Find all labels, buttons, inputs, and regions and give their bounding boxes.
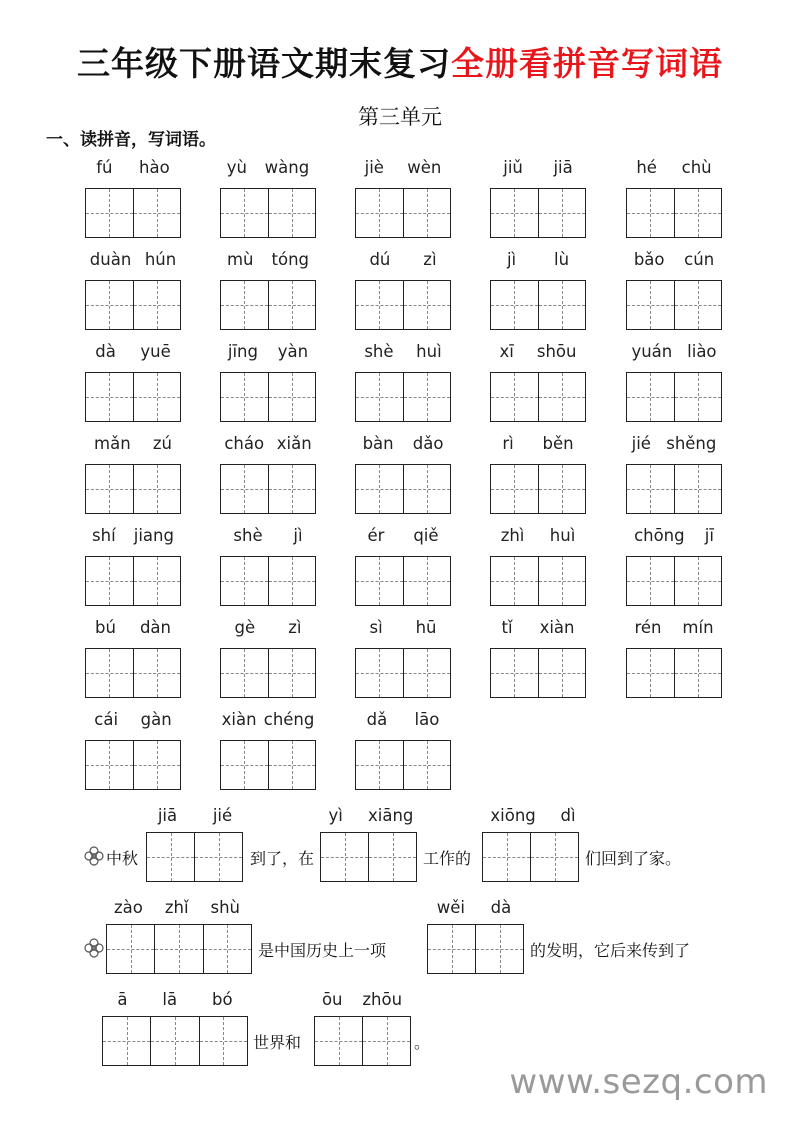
writing-cell[interactable] bbox=[221, 281, 268, 329]
writing-cell[interactable] bbox=[103, 1017, 150, 1065]
pinyin-syllable: bǎo bbox=[633, 250, 665, 269]
writing-cell[interactable] bbox=[491, 189, 538, 237]
pinyin-syllable: yuē bbox=[140, 342, 171, 361]
writing-cell[interactable] bbox=[268, 465, 316, 513]
pinyin bbox=[100, 990, 250, 1009]
unit-heading: 第三单元 bbox=[358, 105, 442, 129]
writing-cell[interactable] bbox=[86, 373, 133, 421]
writing-cell[interactable] bbox=[133, 741, 181, 789]
writing-cell[interactable] bbox=[356, 373, 403, 421]
word-writing-box[interactable] bbox=[355, 372, 451, 422]
pinyin-syllable: jì bbox=[293, 526, 303, 545]
pinyin-syllable: jīng bbox=[227, 342, 258, 361]
pinyin-syllable: sì bbox=[369, 618, 383, 637]
word-writing-box[interactable] bbox=[85, 648, 181, 698]
pinyin-syllable: dà bbox=[490, 898, 512, 917]
word-writing-box[interactable] bbox=[355, 464, 451, 514]
writing-cell[interactable] bbox=[268, 649, 316, 697]
writing-cell[interactable] bbox=[268, 557, 316, 605]
pinyin bbox=[103, 898, 251, 917]
pinyin-syllable: zì bbox=[288, 618, 302, 637]
flower-icon bbox=[84, 846, 104, 866]
word-writing-box[interactable] bbox=[490, 648, 586, 698]
writing-cell[interactable] bbox=[315, 1017, 362, 1065]
pinyin-syllable: wèn bbox=[407, 158, 442, 177]
writing-cell[interactable] bbox=[538, 373, 586, 421]
pinyin-syllable: jiang bbox=[133, 526, 174, 545]
writing-cell[interactable] bbox=[538, 557, 586, 605]
pinyin-syllable: xiàn bbox=[539, 618, 575, 637]
pinyin-syllable: yì bbox=[328, 806, 343, 825]
pinyin-syllable: wěi bbox=[436, 898, 466, 917]
pinyin-syllable: zào bbox=[113, 898, 143, 917]
pinyin-syllable: zhì bbox=[500, 526, 525, 545]
writing-cell[interactable] bbox=[133, 649, 181, 697]
pinyin bbox=[424, 898, 524, 917]
writing-cell[interactable] bbox=[147, 833, 194, 881]
word-writing-box[interactable] bbox=[626, 648, 722, 698]
writing-cell[interactable] bbox=[483, 833, 530, 881]
writing-cell[interactable] bbox=[674, 465, 722, 513]
writing-cell[interactable] bbox=[491, 557, 538, 605]
word-pinyin bbox=[353, 342, 453, 361]
writing-cell[interactable] bbox=[356, 189, 403, 237]
writing-cell[interactable] bbox=[154, 925, 202, 973]
pinyin-syllable: huì bbox=[416, 342, 442, 361]
writing-cell[interactable] bbox=[356, 465, 403, 513]
writing-cell[interactable] bbox=[368, 833, 416, 881]
pinyin-syllable: mín bbox=[682, 618, 714, 637]
pinyin-syllable: ā bbox=[117, 990, 128, 1009]
word-writing-box[interactable] bbox=[85, 372, 181, 422]
pinyin-syllable: lāo bbox=[414, 710, 440, 729]
word-writing-box[interactable] bbox=[490, 556, 586, 606]
pinyin bbox=[478, 806, 588, 825]
writing-cell[interactable] bbox=[107, 925, 154, 973]
word-pinyin bbox=[488, 250, 588, 269]
word-writing-box[interactable] bbox=[626, 372, 722, 422]
word-writing-box[interactable] bbox=[355, 648, 451, 698]
word-writing-box[interactable] bbox=[626, 188, 722, 238]
writing-cell[interactable] bbox=[356, 741, 403, 789]
word-writing-box[interactable] bbox=[85, 188, 181, 238]
writing-box[interactable] bbox=[106, 924, 252, 974]
writing-cell[interactable] bbox=[627, 373, 674, 421]
writing-cell[interactable] bbox=[674, 373, 722, 421]
word-pinyin bbox=[218, 342, 318, 361]
pinyin-syllable: hún bbox=[144, 250, 177, 269]
writing-cell[interactable] bbox=[491, 465, 538, 513]
pinyin-syllable: cháo bbox=[224, 434, 265, 453]
writing-cell[interactable] bbox=[627, 281, 674, 329]
writing-cell[interactable] bbox=[403, 465, 451, 513]
writing-cell[interactable] bbox=[674, 557, 722, 605]
pinyin-syllable: jiǔ bbox=[503, 158, 523, 177]
pinyin-syllable: cái bbox=[94, 710, 119, 729]
writing-cell[interactable] bbox=[674, 189, 722, 237]
pinyin-syllable: shù bbox=[210, 898, 241, 917]
writing-cell[interactable] bbox=[321, 833, 368, 881]
flower-icon bbox=[84, 938, 104, 958]
word-writing-box[interactable] bbox=[355, 740, 451, 790]
writing-cell[interactable] bbox=[530, 833, 578, 881]
pinyin-syllable: rì bbox=[502, 434, 514, 453]
page-title: 三年级下册语文期末复习全册看拼音写词语 bbox=[77, 44, 723, 83]
word-writing-box[interactable] bbox=[355, 280, 451, 330]
pinyin-syllable: rén bbox=[634, 618, 662, 637]
word-writing-box[interactable] bbox=[626, 556, 722, 606]
word-pinyin bbox=[218, 710, 318, 729]
word-pinyin bbox=[83, 710, 183, 729]
writing-cell[interactable] bbox=[403, 281, 451, 329]
writing-cell[interactable] bbox=[194, 833, 242, 881]
word-pinyin bbox=[624, 434, 724, 453]
writing-cell[interactable] bbox=[199, 1017, 247, 1065]
pinyin-syllable: běn bbox=[542, 434, 574, 453]
writing-box[interactable] bbox=[427, 924, 524, 974]
writing-cell[interactable] bbox=[133, 465, 181, 513]
writing-cell[interactable] bbox=[221, 649, 268, 697]
word-pinyin bbox=[218, 158, 318, 177]
sentence-text: 到了，在 bbox=[250, 849, 315, 868]
pinyin-syllable: chù bbox=[681, 158, 712, 177]
pinyin-syllable: gè bbox=[234, 618, 256, 637]
word-writing-box[interactable] bbox=[220, 648, 316, 698]
word-writing-box[interactable] bbox=[220, 188, 316, 238]
writing-cell[interactable] bbox=[403, 557, 451, 605]
writing-cell[interactable] bbox=[627, 649, 674, 697]
pinyin-syllable: cún bbox=[684, 250, 715, 269]
word-writing-box[interactable] bbox=[220, 740, 316, 790]
sentence-text: 的发明，它后来传到了 bbox=[530, 941, 691, 960]
word-pinyin bbox=[624, 526, 724, 545]
pinyin-syllable: bú bbox=[95, 618, 116, 637]
sentence-text: 世界和 bbox=[253, 1033, 302, 1052]
word-pinyin bbox=[488, 526, 588, 545]
pinyin-syllable: lā bbox=[162, 990, 178, 1009]
word-pinyin bbox=[353, 158, 453, 177]
pinyin-syllable: hū bbox=[415, 618, 437, 637]
pinyin-syllable: fú bbox=[96, 158, 113, 177]
word-writing-box[interactable] bbox=[85, 280, 181, 330]
writing-cell[interactable] bbox=[491, 281, 538, 329]
writing-cell[interactable] bbox=[86, 189, 133, 237]
writing-cell[interactable] bbox=[538, 465, 586, 513]
pinyin-syllable: yù bbox=[226, 158, 248, 177]
word-pinyin bbox=[488, 618, 588, 637]
pinyin-syllable: jiā bbox=[553, 158, 573, 177]
pinyin-syllable: xiōng bbox=[490, 806, 536, 825]
pinyin-syllable: gàn bbox=[140, 710, 172, 729]
writing-cell[interactable] bbox=[627, 557, 674, 605]
word-pinyin bbox=[353, 618, 453, 637]
pinyin-syllable: jiā bbox=[157, 806, 178, 825]
writing-cell[interactable] bbox=[221, 189, 268, 237]
pinyin-syllable: dǎ bbox=[366, 710, 388, 729]
writing-box[interactable] bbox=[482, 832, 579, 882]
word-pinyin bbox=[488, 342, 588, 361]
writing-cell[interactable] bbox=[627, 465, 674, 513]
writing-cell[interactable] bbox=[86, 741, 133, 789]
sentence-text: 中秋 bbox=[106, 849, 139, 868]
word-pinyin bbox=[83, 158, 183, 177]
writing-cell[interactable] bbox=[86, 557, 133, 605]
writing-cell[interactable] bbox=[356, 557, 403, 605]
word-writing-box[interactable] bbox=[220, 464, 316, 514]
sentence-text: 们回到了家。 bbox=[585, 849, 682, 868]
word-pinyin bbox=[488, 434, 588, 453]
pinyin bbox=[312, 990, 412, 1009]
word-pinyin bbox=[353, 710, 453, 729]
sentence-text: 工作的 bbox=[423, 849, 472, 868]
word-writing-box[interactable] bbox=[220, 372, 316, 422]
writing-cell[interactable] bbox=[356, 281, 403, 329]
pinyin-syllable: chéng bbox=[263, 710, 315, 729]
writing-box[interactable] bbox=[314, 1016, 411, 1066]
pinyin-syllable: bàn bbox=[362, 434, 394, 453]
writing-cell[interactable] bbox=[674, 281, 722, 329]
writing-cell[interactable] bbox=[133, 557, 181, 605]
word-pinyin bbox=[353, 434, 453, 453]
pinyin-syllable: jì bbox=[506, 250, 517, 269]
writing-cell[interactable] bbox=[133, 281, 181, 329]
word-writing-box[interactable] bbox=[626, 280, 722, 330]
writing-cell[interactable] bbox=[221, 557, 268, 605]
writing-cell[interactable] bbox=[268, 373, 316, 421]
pinyin bbox=[316, 806, 426, 825]
pinyin-syllable: ōu bbox=[321, 990, 343, 1009]
word-pinyin bbox=[83, 342, 183, 361]
writing-cell[interactable] bbox=[221, 373, 268, 421]
writing-cell[interactable] bbox=[428, 925, 475, 973]
writing-cell[interactable] bbox=[491, 649, 538, 697]
pinyin-syllable: huì bbox=[549, 526, 576, 545]
word-pinyin bbox=[218, 526, 318, 545]
section-heading: 一、读拼音，写词语。 bbox=[46, 130, 216, 150]
word-writing-box[interactable] bbox=[355, 556, 451, 606]
pinyin-syllable: bó bbox=[211, 990, 233, 1009]
pinyin-syllable: mù bbox=[226, 250, 254, 269]
word-writing-box[interactable] bbox=[220, 556, 316, 606]
pinyin-syllable: ér bbox=[367, 526, 385, 545]
pinyin-syllable: dú bbox=[369, 250, 391, 269]
word-pinyin bbox=[353, 526, 453, 545]
word-pinyin bbox=[218, 434, 318, 453]
writing-cell[interactable] bbox=[403, 189, 451, 237]
writing-cell[interactable] bbox=[475, 925, 523, 973]
word-pinyin bbox=[83, 526, 183, 545]
pinyin-syllable: zì bbox=[423, 250, 437, 269]
pinyin-syllable: jiè bbox=[364, 158, 384, 177]
writing-cell[interactable] bbox=[362, 1017, 410, 1065]
writing-cell[interactable] bbox=[538, 281, 586, 329]
writing-cell[interactable] bbox=[86, 465, 133, 513]
word-writing-box[interactable] bbox=[490, 280, 586, 330]
word-pinyin bbox=[83, 618, 183, 637]
pinyin-syllable: hé bbox=[636, 158, 657, 177]
pinyin-syllable: zú bbox=[152, 434, 172, 453]
pinyin-syllable: xiāng bbox=[368, 806, 414, 825]
writing-cell[interactable] bbox=[403, 373, 451, 421]
word-pinyin bbox=[488, 158, 588, 177]
pinyin-syllable: tóng bbox=[271, 250, 309, 269]
pinyin-syllable: lù bbox=[554, 250, 570, 269]
writing-cell[interactable] bbox=[133, 189, 181, 237]
writing-cell[interactable] bbox=[627, 189, 674, 237]
writing-cell[interactable] bbox=[674, 649, 722, 697]
writing-box[interactable] bbox=[102, 1016, 248, 1066]
pinyin-syllable: dǎo bbox=[412, 434, 444, 453]
pinyin-syllable: jié bbox=[631, 434, 651, 453]
word-writing-box[interactable] bbox=[220, 280, 316, 330]
word-writing-box[interactable] bbox=[490, 188, 586, 238]
pinyin-syllable: dì bbox=[560, 806, 576, 825]
pinyin-syllable: xiàn bbox=[221, 710, 257, 729]
word-writing-box[interactable] bbox=[85, 740, 181, 790]
writing-cell[interactable] bbox=[538, 189, 586, 237]
pinyin-syllable: dàn bbox=[139, 618, 171, 637]
writing-box[interactable] bbox=[320, 832, 417, 882]
word-writing-box[interactable] bbox=[490, 372, 586, 422]
pinyin-syllable: shí bbox=[92, 526, 116, 545]
pinyin bbox=[140, 806, 250, 825]
watermark: www.sezq.com bbox=[509, 1062, 768, 1102]
pinyin-syllable: jī bbox=[704, 526, 714, 545]
pinyin-syllable: xiǎn bbox=[276, 434, 312, 453]
pinyin-syllable: shè bbox=[364, 342, 394, 361]
word-pinyin bbox=[83, 434, 183, 453]
pinyin-syllable: zhǐ bbox=[164, 898, 189, 917]
pinyin-syllable: wàng bbox=[264, 158, 310, 177]
pinyin-syllable: dà bbox=[95, 342, 116, 361]
word-writing-box[interactable] bbox=[85, 556, 181, 606]
pinyin-syllable: jié bbox=[212, 806, 233, 825]
pinyin-syllable: hào bbox=[139, 158, 170, 177]
sentence-text: 是中国历史上一项 bbox=[258, 941, 387, 960]
pinyin-syllable: yàn bbox=[277, 342, 309, 361]
writing-cell[interactable] bbox=[133, 373, 181, 421]
word-pinyin bbox=[624, 618, 724, 637]
pinyin-syllable: shěng bbox=[666, 434, 717, 453]
writing-cell[interactable] bbox=[403, 649, 451, 697]
writing-cell[interactable] bbox=[268, 741, 316, 789]
pinyin-syllable: xī bbox=[499, 342, 514, 361]
writing-cell[interactable] bbox=[268, 281, 316, 329]
writing-cell[interactable] bbox=[150, 1017, 198, 1065]
pinyin-syllable: mǎn bbox=[94, 434, 131, 453]
writing-cell[interactable] bbox=[86, 649, 133, 697]
word-pinyin bbox=[218, 250, 318, 269]
writing-cell[interactable] bbox=[86, 281, 133, 329]
word-writing-box[interactable] bbox=[626, 464, 722, 514]
pinyin-syllable: zhōu bbox=[362, 990, 403, 1009]
pinyin-syllable: yuán bbox=[631, 342, 673, 361]
word-pinyin bbox=[353, 250, 453, 269]
writing-cell[interactable] bbox=[356, 649, 403, 697]
pinyin-syllable: chōng bbox=[634, 526, 685, 545]
pinyin-syllable: qiě bbox=[413, 526, 439, 545]
pinyin-syllable: duàn bbox=[89, 250, 132, 269]
writing-cell[interactable] bbox=[221, 741, 268, 789]
word-pinyin bbox=[218, 618, 318, 637]
writing-box[interactable] bbox=[146, 832, 243, 882]
writing-cell[interactable] bbox=[538, 649, 586, 697]
pinyin-syllable: tǐ bbox=[501, 618, 513, 637]
writing-cell[interactable] bbox=[268, 189, 316, 237]
word-writing-box[interactable] bbox=[85, 464, 181, 514]
word-pinyin bbox=[624, 158, 724, 177]
sentence-text: 。 bbox=[414, 1033, 431, 1052]
word-pinyin bbox=[83, 250, 183, 269]
word-pinyin bbox=[624, 342, 724, 361]
pinyin-syllable: liào bbox=[687, 342, 717, 361]
writing-cell[interactable] bbox=[221, 465, 268, 513]
writing-cell[interactable] bbox=[491, 373, 538, 421]
writing-cell[interactable] bbox=[403, 741, 451, 789]
word-writing-box[interactable] bbox=[490, 464, 586, 514]
writing-cell[interactable] bbox=[203, 925, 251, 973]
word-pinyin bbox=[624, 250, 724, 269]
pinyin-syllable: shōu bbox=[536, 342, 577, 361]
pinyin-syllable: shè bbox=[233, 526, 263, 545]
word-writing-box[interactable] bbox=[355, 188, 451, 238]
